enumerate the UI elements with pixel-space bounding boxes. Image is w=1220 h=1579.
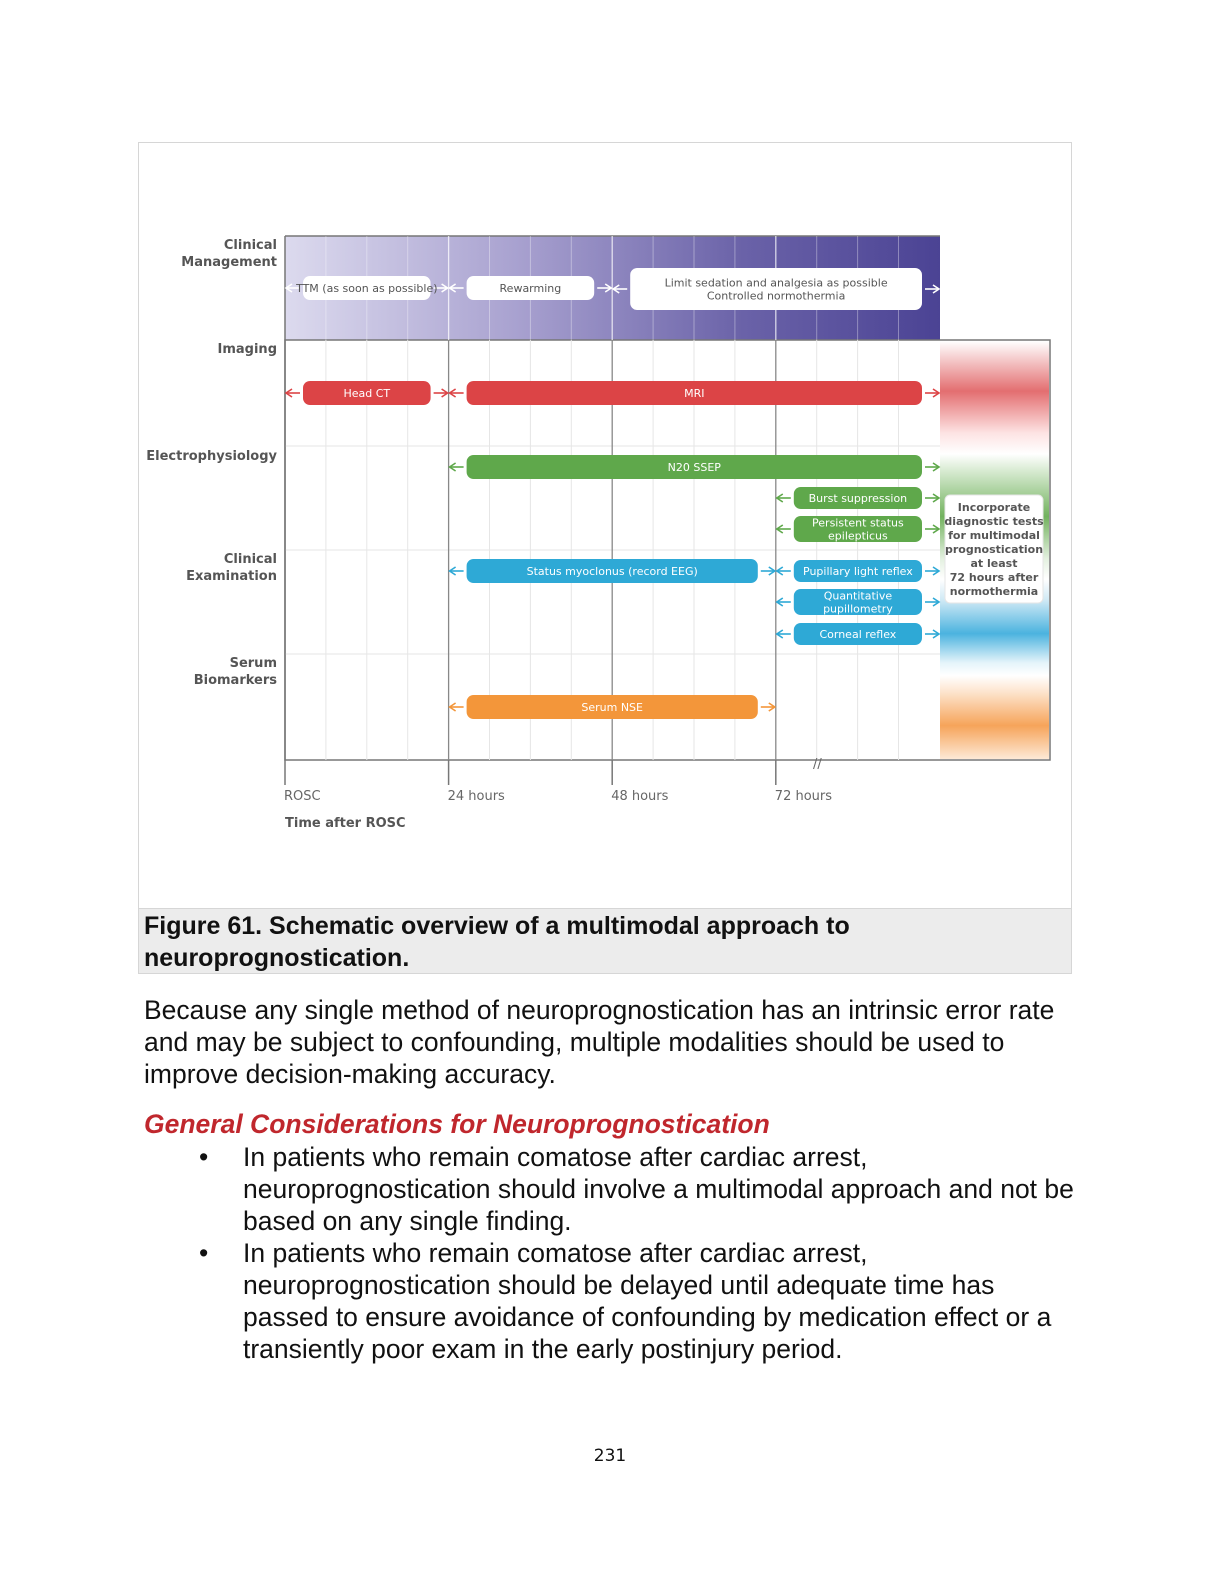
figure-caption: Figure 61. Schematic overview of a multimodal approach to neuroprognostication. <box>144 912 850 972</box>
axis-break-icon: // <box>813 757 822 772</box>
timeline-bar <box>450 455 939 479</box>
x-tick-label: 72 hours <box>774 789 833 804</box>
bar-label <box>500 282 562 295</box>
bar-label <box>684 387 704 400</box>
row-label <box>181 238 277 270</box>
timeline-bar <box>777 623 939 645</box>
row-label-line: Clinical <box>223 238 277 253</box>
bar-label <box>809 492 908 505</box>
bar-label-line: Burst suppression <box>808 492 908 505</box>
annotation-line: for multimodal <box>948 529 1040 542</box>
bar-label <box>343 387 390 400</box>
bar-label-line: Head CT <box>343 387 391 400</box>
page-number: 231 <box>593 1446 627 1466</box>
annotation-line: at least <box>970 557 1018 570</box>
bar-label-line: N20 SSEP <box>667 461 721 474</box>
body-paragraph: Because any single method of neuroprognostication has an intrinsic error rate and may be subject to confounding, multiple modalities should be used to improve decision-making accuracy. <box>144 995 1055 1089</box>
bar-label-line: Serum NSE <box>581 701 644 714</box>
row-label <box>186 552 277 584</box>
timeline-bar <box>777 516 939 543</box>
annotation-line: normothermia <box>949 585 1039 598</box>
bullet-text: In patients who remain comatose after cardiac arrest, neuroprognostication should be delayed until adequate time has passed to ensure avoidance of confounding by medication effect or a transiently poor exam in the early postinjury period. <box>243 1238 1052 1364</box>
row-label-line: Electrophysiology <box>146 449 277 464</box>
x-tick-label: 48 hours <box>611 789 669 804</box>
annotation-line: 72 hours after <box>949 571 1039 584</box>
bar-label <box>581 701 643 714</box>
bullet-icon: • <box>199 1238 209 1268</box>
row-label-line: Examination <box>186 569 277 584</box>
timeline-bar <box>450 381 939 405</box>
bar-label <box>803 565 913 578</box>
bar-label-line: Quantitative <box>823 589 893 603</box>
timeline-bar <box>777 589 939 616</box>
bar-label-line: Rewarming <box>499 282 562 295</box>
timeline-bar <box>777 487 939 509</box>
bullet-text: In patients who remain comatose after cardiac arrest, neuroprognostication should involve a multimodal approach and not be based on any single finding. <box>243 1142 1074 1236</box>
bar-label-line: epilepticus <box>828 529 888 543</box>
bar-label-line: Status myoclonus (record EEG) <box>526 565 698 578</box>
annotation-line: diagnostic tests <box>944 515 1044 528</box>
bar-label-line: Limit sedation and analgesia as possible <box>664 276 888 290</box>
section-heading: General Considerations for Neuroprognostication <box>144 1109 770 1139</box>
timeline-bar <box>450 695 775 719</box>
timeline-bar <box>777 560 939 582</box>
bar-label <box>295 282 437 295</box>
row-label-line: Management <box>181 255 277 270</box>
bar-label <box>668 461 722 474</box>
annotation-text <box>944 501 1044 598</box>
x-tick-label: 24 hours <box>447 789 505 804</box>
row-label-line: Biomarkers <box>193 673 277 688</box>
bar-label <box>823 590 893 616</box>
bar-label <box>819 628 896 641</box>
annotation-line: prognostication <box>944 543 1044 556</box>
timeline-bar <box>450 559 775 583</box>
bar-label-line: pupillometry <box>823 602 893 616</box>
bar-label-line: Controlled normothermia <box>706 289 846 303</box>
row-label <box>194 656 278 688</box>
row-label-line: Serum <box>229 656 277 671</box>
bullet-icon: • <box>199 1142 209 1172</box>
x-tick-label: ROSC <box>284 789 321 804</box>
bar-label-line: Persistent status <box>812 516 904 530</box>
bar-label-line: Pupillary light reflex <box>803 565 913 578</box>
bullet-list <box>196 1141 1086 1365</box>
timeline-bar <box>286 276 448 300</box>
bullet-item <box>196 1141 1086 1237</box>
timeline-bar <box>286 381 448 405</box>
row-label <box>218 342 277 357</box>
timeline-bar <box>450 276 612 300</box>
bar-label-line: MRI <box>684 387 705 400</box>
annotation-line: Incorporate <box>957 501 1031 514</box>
bar-label-line: TTM (as soon as possible) <box>296 282 438 295</box>
bullet-item <box>196 1237 1086 1365</box>
row-label <box>146 449 277 464</box>
row-label-line: Imaging <box>217 342 277 357</box>
bar-label-line: Corneal reflex <box>819 628 897 641</box>
bar-label <box>527 565 698 578</box>
timeline-bar <box>613 268 939 310</box>
x-axis-title: Time after ROSC <box>285 816 406 831</box>
row-label-line: Clinical <box>223 552 277 567</box>
